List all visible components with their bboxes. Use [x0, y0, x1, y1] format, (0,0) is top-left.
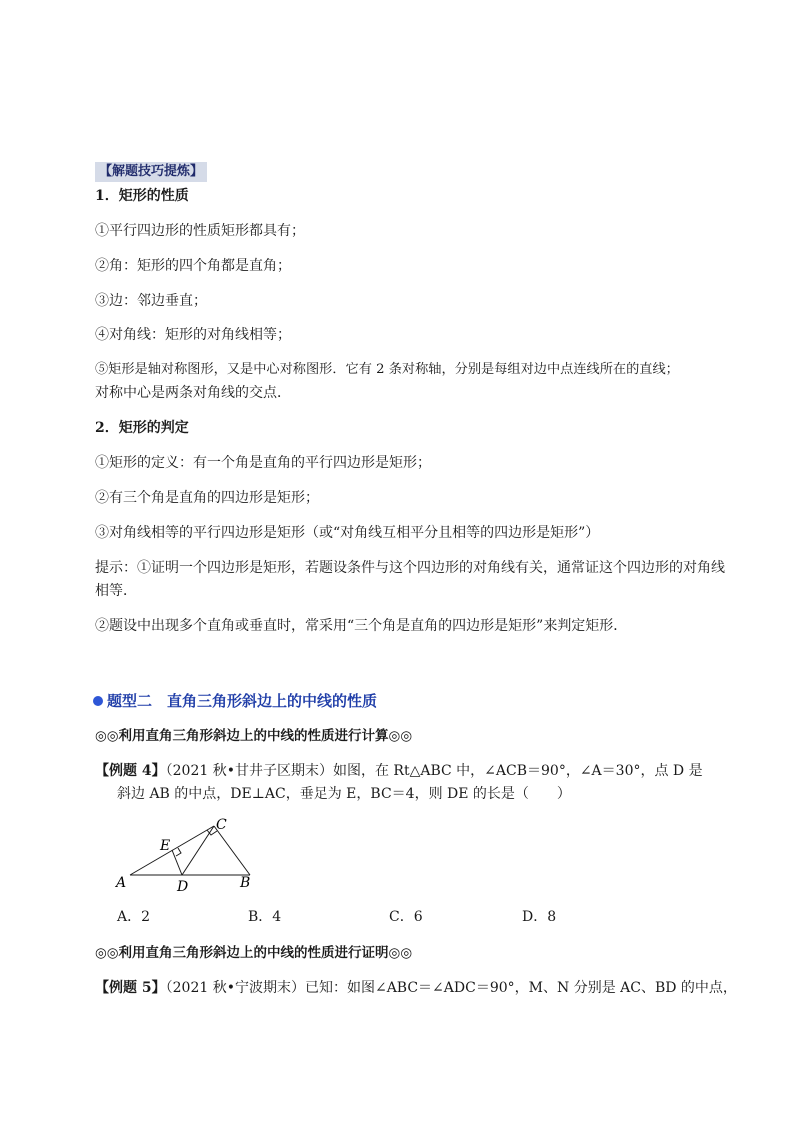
property-4: ④对角线：矩形的对角线相等； — [95, 327, 291, 343]
option-d: D．8 — [522, 909, 557, 925]
option-a: A．2 — [117, 909, 151, 925]
hint-1-line1: 提示：①证明一个四边形是矩形，若题设条件与这个四边形的对角线有关，通常证这个四边形的对角线 — [95, 560, 725, 576]
hint-2: ②题设中出现多个直角或垂直时，常采用“三个角是直角的四边形是矩形”来判定矩形． — [95, 618, 628, 634]
right-angle-mark-e — [176, 848, 181, 856]
triangle-figure — [110, 815, 270, 895]
example4-line1: 【例题 4】（2021 秋•甘井子区期末）如图，在 Rt△ABC 中，∠ACB＝90°，∠A＝30°，点 D 是 — [95, 763, 703, 779]
example5-label: 【例题 5】 — [95, 980, 166, 996]
segment-bc — [214, 826, 250, 875]
property-1: ①平行四边形的性质矩形都具有； — [95, 223, 305, 239]
option-b: B．4 — [248, 909, 282, 925]
label-b: B — [240, 875, 251, 891]
criterion-1: ①矩形的定义：有一个角是直角的平行四边形是矩形； — [95, 455, 431, 471]
property-2: ②角：矩形的四个角都是直角； — [95, 258, 291, 274]
label-c: C — [216, 817, 227, 833]
heading-rect-properties: 1．矩形的性质 — [95, 188, 189, 204]
criterion-2: ②有三个角是直角的四边形是矩形； — [95, 490, 319, 506]
example4-label: 【例题 4】 — [95, 763, 166, 779]
label-d: D — [177, 879, 189, 895]
criterion-3: ③对角线相等的平行四边形是矩形（或“对角线互相平分且相等的四边形是矩形”） — [95, 525, 600, 541]
hint-1-line2: 相等． — [95, 583, 137, 599]
label-e: E — [160, 838, 171, 854]
property-5-line1: ⑤矩形是轴对称图形，又是中心对称图形．它有 2 条对称轴，分别是每组对边中点连线所在的直线； — [95, 362, 679, 377]
subsection-proof: ◎◎利用直角三角形斜边上的中线的性质进行证明◎◎ — [95, 945, 413, 961]
tips-tag: 【解题技巧提炼】 — [95, 161, 207, 182]
subsection-calc: ◎◎利用直角三角形斜边上的中线的性质进行计算◎◎ — [95, 728, 413, 744]
bullet-dot-icon — [93, 696, 103, 706]
property-3: ③边：邻边垂直； — [95, 293, 207, 309]
label-a: A — [116, 875, 127, 891]
property-5-line2: 对称中心是两条对角线的交点． — [95, 385, 291, 401]
example5-line1: 【例题 5】（2021 秋•宁波期末）已知：如图∠ABC＝∠ADC＝90°，M、N 分别是 AC、BD 的中点， — [95, 980, 737, 996]
heading-rect-criteria: 2．矩形的判定 — [95, 420, 189, 436]
section-title: 题型二 直角三角形斜边上的中线的性质 — [93, 690, 377, 711]
example4-line2: 斜边 AB 的中点，DE⊥AC，垂足为 E，BC＝4，则 DE 的长是（ ） — [117, 786, 571, 802]
option-c: C．6 — [389, 909, 423, 925]
